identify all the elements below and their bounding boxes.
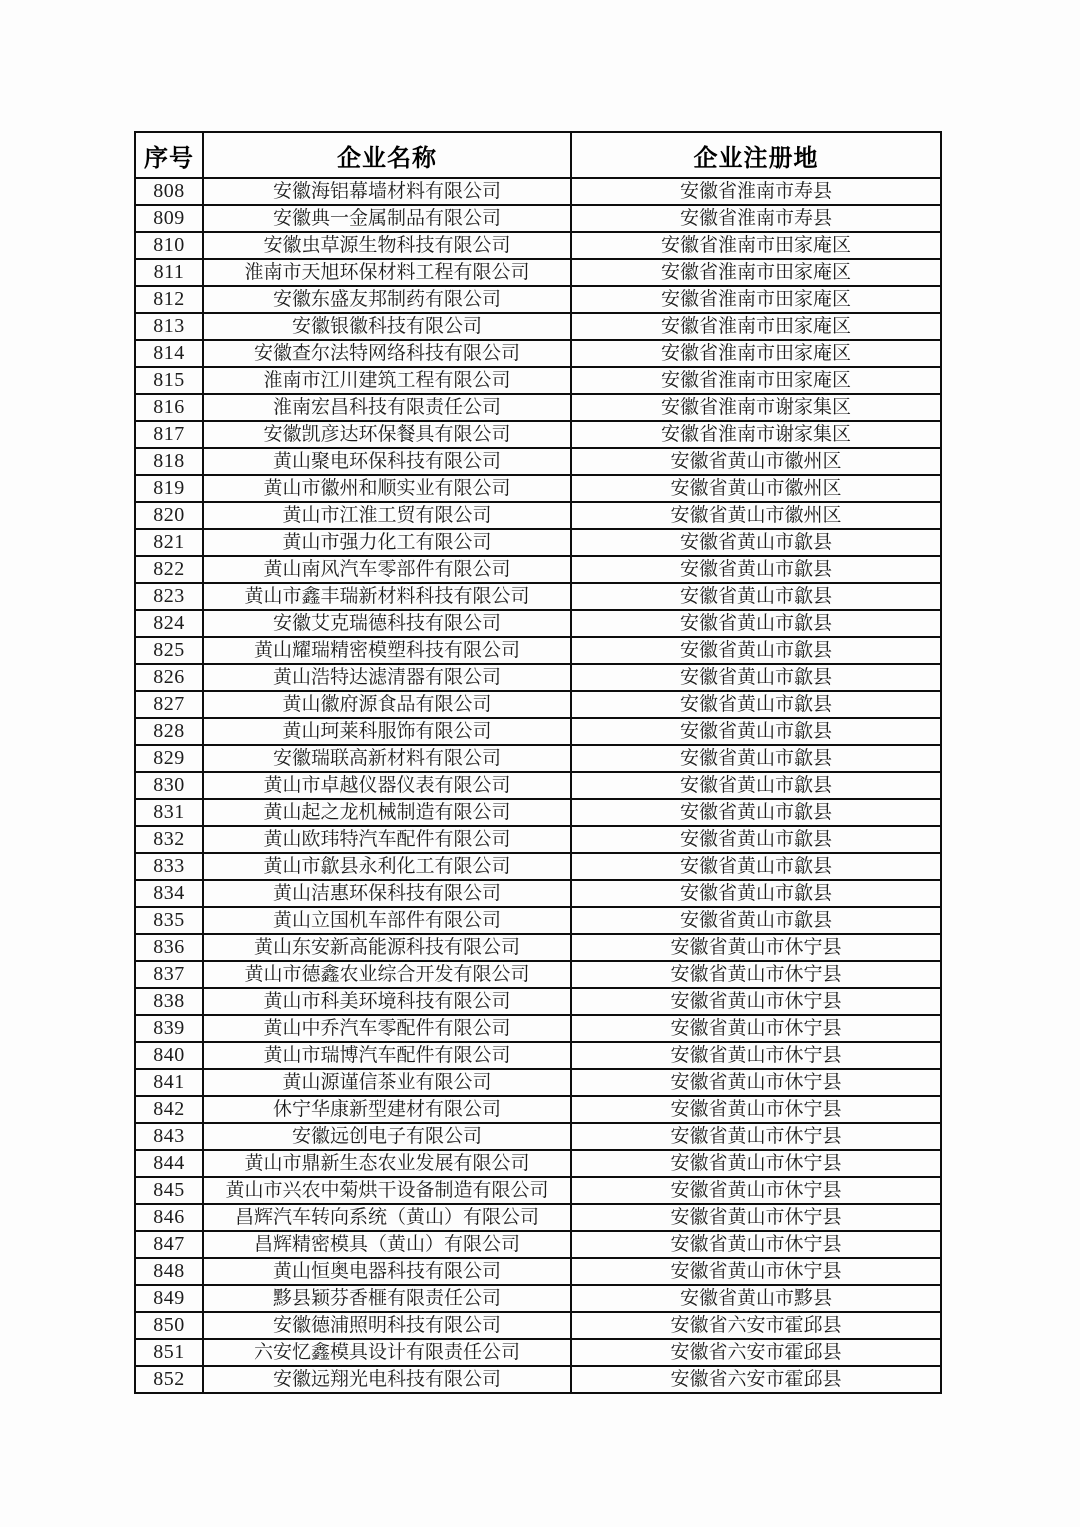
column-header-company-name: 企业名称 — [203, 132, 571, 178]
row-index: 818 — [135, 448, 203, 475]
registration-place: 安徽省黄山市休宁县 — [571, 1042, 941, 1069]
row-index: 812 — [135, 286, 203, 313]
row-index: 837 — [135, 961, 203, 988]
row-index: 846 — [135, 1204, 203, 1231]
table-row — [135, 745, 941, 772]
company-name: 六安忆鑫模具设计有限责任公司 — [203, 1339, 571, 1366]
table-row — [135, 232, 941, 259]
row-index: 843 — [135, 1123, 203, 1150]
company-name: 安徽远创电子有限公司 — [203, 1123, 571, 1150]
table-row — [135, 1339, 941, 1366]
registration-place: 安徽省淮南市田家庵区 — [571, 259, 941, 286]
company-name: 安徽查尔法特网络科技有限公司 — [203, 340, 571, 367]
row-index: 824 — [135, 610, 203, 637]
table-row — [135, 691, 941, 718]
registration-place: 安徽省黄山市徽州区 — [571, 448, 941, 475]
company-name: 黄山恒奥电器科技有限公司 — [203, 1258, 571, 1285]
row-index: 832 — [135, 826, 203, 853]
table-row — [135, 718, 941, 745]
row-index: 830 — [135, 772, 203, 799]
table-row — [135, 961, 941, 988]
company-name: 黄山市江淮工贸有限公司 — [203, 502, 571, 529]
row-index: 852 — [135, 1366, 203, 1393]
row-index: 836 — [135, 934, 203, 961]
table-row — [135, 610, 941, 637]
company-name: 黄山东安新高能源科技有限公司 — [203, 934, 571, 961]
table-row — [135, 259, 941, 286]
row-index: 849 — [135, 1285, 203, 1312]
registration-place: 安徽省淮南市田家庵区 — [571, 340, 941, 367]
table-row — [135, 367, 941, 394]
row-index: 813 — [135, 313, 203, 340]
registration-place: 安徽省黄山市黟县 — [571, 1285, 941, 1312]
company-name: 黄山市歙县永利化工有限公司 — [203, 853, 571, 880]
table-row — [135, 313, 941, 340]
company-name: 昌辉汽车转向系统（黄山）有限公司 — [203, 1204, 571, 1231]
table-row — [135, 772, 941, 799]
table-row — [135, 1366, 941, 1393]
registration-place: 安徽省淮南市寿县 — [571, 178, 941, 205]
company-name: 淮南市江川建筑工程有限公司 — [203, 367, 571, 394]
row-index: 808 — [135, 178, 203, 205]
company-name: 昌辉精密模具（黄山）有限公司 — [203, 1231, 571, 1258]
table-row — [135, 1015, 941, 1042]
registration-place: 安徽省淮南市田家庵区 — [571, 313, 941, 340]
row-index: 816 — [135, 394, 203, 421]
table-row — [135, 502, 941, 529]
company-name: 黄山耀瑞精密模塑科技有限公司 — [203, 637, 571, 664]
registration-place: 安徽省黄山市歙县 — [571, 745, 941, 772]
table-row — [135, 988, 941, 1015]
table-row — [135, 205, 941, 232]
row-index: 842 — [135, 1096, 203, 1123]
company-name: 安徽银徽科技有限公司 — [203, 313, 571, 340]
row-index: 829 — [135, 745, 203, 772]
registration-place: 安徽省黄山市歙县 — [571, 583, 941, 610]
registration-place: 安徽省黄山市休宁县 — [571, 1204, 941, 1231]
company-name: 黄山南风汽车零部件有限公司 — [203, 556, 571, 583]
table-body — [135, 178, 941, 1393]
registration-place: 安徽省黄山市徽州区 — [571, 502, 941, 529]
company-name: 安徽德浦照明科技有限公司 — [203, 1312, 571, 1339]
table-row — [135, 1285, 941, 1312]
row-index: 838 — [135, 988, 203, 1015]
table-row — [135, 421, 941, 448]
company-table — [134, 131, 942, 1394]
table-row — [135, 1231, 941, 1258]
table-row — [135, 907, 941, 934]
company-name: 安徽虫草源生物科技有限公司 — [203, 232, 571, 259]
registration-place: 安徽省黄山市休宁县 — [571, 1096, 941, 1123]
company-name: 黄山徽府源食品有限公司 — [203, 691, 571, 718]
row-index: 833 — [135, 853, 203, 880]
row-index: 844 — [135, 1150, 203, 1177]
row-index: 825 — [135, 637, 203, 664]
registration-place: 安徽省黄山市歙县 — [571, 529, 941, 556]
registration-place: 安徽省黄山市歙县 — [571, 880, 941, 907]
registration-place: 安徽省六安市霍邱县 — [571, 1339, 941, 1366]
registration-place: 安徽省黄山市歙县 — [571, 691, 941, 718]
company-name: 黟县颖芬香榧有限责任公司 — [203, 1285, 571, 1312]
row-index: 823 — [135, 583, 203, 610]
company-name: 黄山洁惠环保科技有限公司 — [203, 880, 571, 907]
row-index: 850 — [135, 1312, 203, 1339]
table-row — [135, 1123, 941, 1150]
company-name: 黄山珂莱科服饰有限公司 — [203, 718, 571, 745]
column-header-index: 序号 — [135, 132, 203, 178]
table-row — [135, 826, 941, 853]
registration-place: 安徽省黄山市歙县 — [571, 799, 941, 826]
company-name: 黄山市鼎新生态农业发展有限公司 — [203, 1150, 571, 1177]
company-name: 黄山市兴农中菊烘干设备制造有限公司 — [203, 1177, 571, 1204]
row-index: 817 — [135, 421, 203, 448]
registration-place: 安徽省黄山市徽州区 — [571, 475, 941, 502]
row-index: 821 — [135, 529, 203, 556]
row-index: 826 — [135, 664, 203, 691]
table-row — [135, 1177, 941, 1204]
table-row — [135, 1042, 941, 1069]
company-name: 安徽典一金属制品有限公司 — [203, 205, 571, 232]
row-index: 841 — [135, 1069, 203, 1096]
registration-place: 安徽省黄山市休宁县 — [571, 1123, 941, 1150]
company-name: 安徽瑞联高新材料有限公司 — [203, 745, 571, 772]
registration-place: 安徽省黄山市歙县 — [571, 853, 941, 880]
registration-place: 安徽省黄山市休宁县 — [571, 1258, 941, 1285]
company-name: 黄山聚电环保科技有限公司 — [203, 448, 571, 475]
registration-place: 安徽省黄山市休宁县 — [571, 934, 941, 961]
registration-place: 安徽省黄山市歙县 — [571, 826, 941, 853]
row-index: 835 — [135, 907, 203, 934]
table-row — [135, 853, 941, 880]
table-row — [135, 394, 941, 421]
table-row — [135, 583, 941, 610]
table-row — [135, 934, 941, 961]
registration-place: 安徽省淮南市田家庵区 — [571, 232, 941, 259]
table-header-row — [135, 132, 941, 178]
company-name: 黄山市强力化工有限公司 — [203, 529, 571, 556]
registration-place: 安徽省六安市霍邱县 — [571, 1312, 941, 1339]
company-name: 淮南宏昌科技有限责任公司 — [203, 394, 571, 421]
table-row — [135, 880, 941, 907]
company-name: 安徽凯彦达环保餐具有限公司 — [203, 421, 571, 448]
registration-place: 安徽省黄山市歙县 — [571, 664, 941, 691]
registration-place: 安徽省黄山市休宁县 — [571, 1231, 941, 1258]
registration-place: 安徽省黄山市歙县 — [571, 907, 941, 934]
registration-place: 安徽省黄山市休宁县 — [571, 1177, 941, 1204]
registration-place: 安徽省六安市霍邱县 — [571, 1366, 941, 1393]
registration-place: 安徽省黄山市歙县 — [571, 718, 941, 745]
row-index: 822 — [135, 556, 203, 583]
company-name: 黄山立国机车部件有限公司 — [203, 907, 571, 934]
table-row — [135, 529, 941, 556]
table-row — [135, 664, 941, 691]
table-row — [135, 1258, 941, 1285]
company-name: 休宁华康新型建材有限公司 — [203, 1096, 571, 1123]
company-name: 黄山市科美环境科技有限公司 — [203, 988, 571, 1015]
registration-place: 安徽省黄山市歙县 — [571, 637, 941, 664]
row-index: 851 — [135, 1339, 203, 1366]
company-name: 黄山源谨信茶业有限公司 — [203, 1069, 571, 1096]
row-index: 848 — [135, 1258, 203, 1285]
row-index: 845 — [135, 1177, 203, 1204]
row-index: 828 — [135, 718, 203, 745]
table-row — [135, 1069, 941, 1096]
row-index: 834 — [135, 880, 203, 907]
table-row — [135, 340, 941, 367]
table-row — [135, 1096, 941, 1123]
row-index: 814 — [135, 340, 203, 367]
registration-place: 安徽省黄山市休宁县 — [571, 1069, 941, 1096]
row-index: 815 — [135, 367, 203, 394]
company-name: 黄山市德鑫农业综合开发有限公司 — [203, 961, 571, 988]
company-name: 黄山欧玮特汽车配件有限公司 — [203, 826, 571, 853]
row-index: 840 — [135, 1042, 203, 1069]
row-index: 811 — [135, 259, 203, 286]
registration-place: 安徽省黄山市休宁县 — [571, 1150, 941, 1177]
row-index: 827 — [135, 691, 203, 718]
row-index: 839 — [135, 1015, 203, 1042]
row-index: 831 — [135, 799, 203, 826]
company-name: 安徽海铝幕墙材料有限公司 — [203, 178, 571, 205]
registration-place: 安徽省淮南市田家庵区 — [571, 367, 941, 394]
table-row — [135, 286, 941, 313]
company-name: 黄山市卓越仪器仪表有限公司 — [203, 772, 571, 799]
row-index: 809 — [135, 205, 203, 232]
company-name: 黄山浩特达滤清器有限公司 — [203, 664, 571, 691]
table-row — [135, 178, 941, 205]
registration-place: 安徽省黄山市歙县 — [571, 772, 941, 799]
table-row — [135, 475, 941, 502]
company-name: 安徽远翔光电科技有限公司 — [203, 1366, 571, 1393]
company-name: 安徽东盛友邦制药有限公司 — [203, 286, 571, 313]
company-name: 黄山市瑞博汽车配件有限公司 — [203, 1042, 571, 1069]
registration-place: 安徽省黄山市歙县 — [571, 556, 941, 583]
registration-place: 安徽省黄山市休宁县 — [571, 961, 941, 988]
table-row — [135, 556, 941, 583]
registration-place: 安徽省黄山市休宁县 — [571, 1015, 941, 1042]
table-row — [135, 1312, 941, 1339]
registration-place: 安徽省淮南市寿县 — [571, 205, 941, 232]
company-name: 黄山起之龙机械制造有限公司 — [203, 799, 571, 826]
registration-place: 安徽省黄山市休宁县 — [571, 988, 941, 1015]
table-row — [135, 448, 941, 475]
company-name: 淮南市天旭环保材料工程有限公司 — [203, 259, 571, 286]
table-row — [135, 1150, 941, 1177]
company-name: 黄山中乔汽车零配件有限公司 — [203, 1015, 571, 1042]
table-row — [135, 1204, 941, 1231]
column-header-registration-place: 企业注册地 — [571, 132, 941, 178]
row-index: 819 — [135, 475, 203, 502]
company-name: 安徽艾克瑞德科技有限公司 — [203, 610, 571, 637]
registration-place: 安徽省黄山市歙县 — [571, 610, 941, 637]
row-index: 810 — [135, 232, 203, 259]
row-index: 820 — [135, 502, 203, 529]
registration-place: 安徽省淮南市谢家集区 — [571, 421, 941, 448]
company-name: 黄山市鑫丰瑞新材料科技有限公司 — [203, 583, 571, 610]
registration-place: 安徽省淮南市谢家集区 — [571, 394, 941, 421]
table-row — [135, 637, 941, 664]
table-row — [135, 799, 941, 826]
registration-place: 安徽省淮南市田家庵区 — [571, 286, 941, 313]
row-index: 847 — [135, 1231, 203, 1258]
company-name: 黄山市徽州和顺实业有限公司 — [203, 475, 571, 502]
